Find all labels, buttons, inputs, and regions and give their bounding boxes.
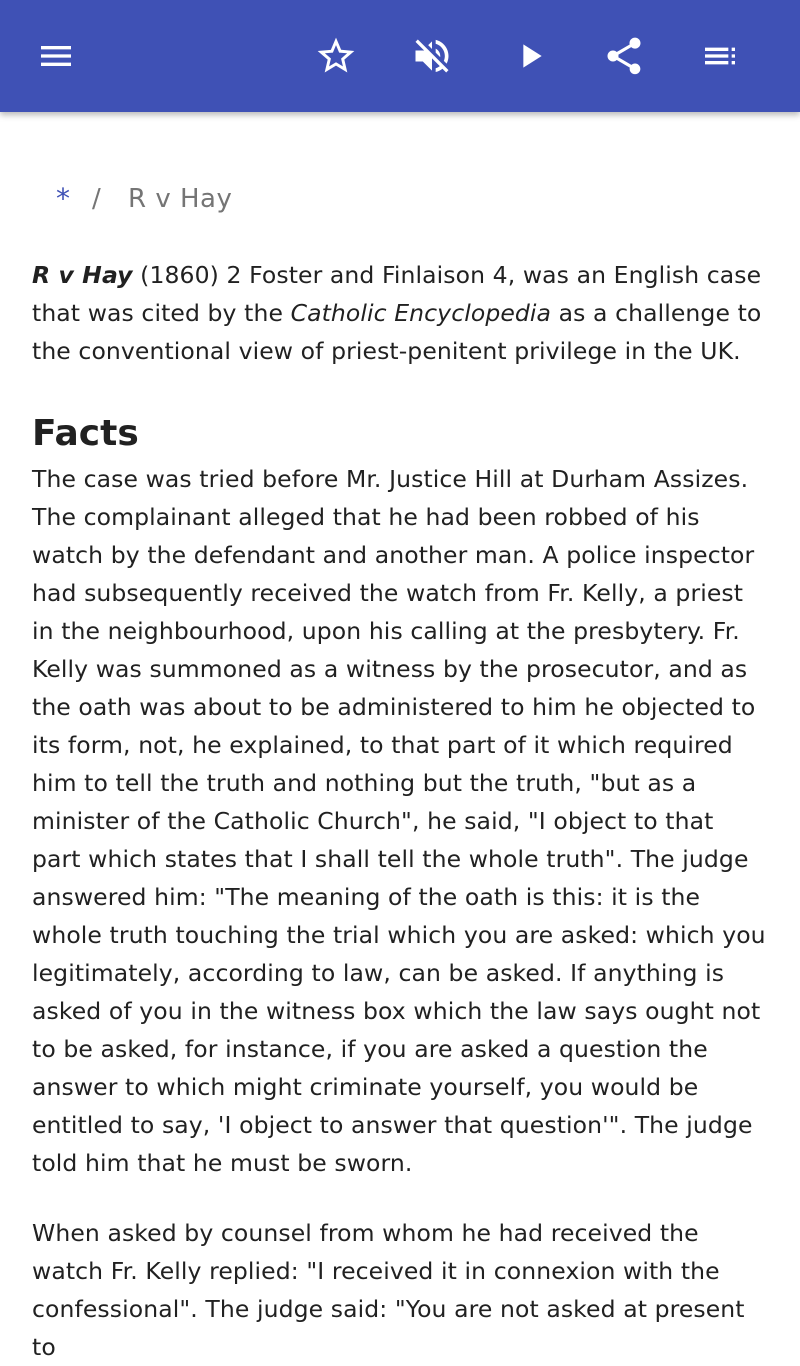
article-content <box>32 112 768 1361</box>
intro-paragraph <box>32 256 768 370</box>
breadcrumb-separator: / <box>92 184 101 214</box>
mute-button[interactable] <box>400 24 464 88</box>
section-heading-facts: Facts <box>32 413 139 454</box>
app-bar <box>0 0 800 112</box>
play-button[interactable] <box>498 24 562 88</box>
facts-paragraph-1: The case was tried before Mr. Justice Hill at Durham Assizes. The complainant alleged that he had been robbed of his watch by the defendant and another man. A police inspector had subsequently received the watch from Fr. Kelly, a priest in the neighbourhood, upon his calling at the presbytery. Fr. Kelly was summoned as a witness by the prosecutor, and as the oath was about to be administered to him he objected to its form, not, he explained, to that part of it which required him to tell the truth and nothing but the truth, "but as a minister of the Catholic Church", he said, "I object to that part which states that I shall tell the whole truth". The judge answered him: "The meaning of the oath is this: it is the whole truth touching the trial which you are asked: which you legitimately, according to law, can be asked. If anything is asked of you in the witness box which the law says ought not to be asked, for instance, if you are asked a question the answer to which might criminate yourself, you would be entitled to say, 'I object to answer that question'". The judge told him that he must be sworn. <box>32 465 766 1177</box>
facts-paragraph-2: When asked by counsel from whom he had received the watch Fr. Kelly replied: "I received it in connexion with the confessional". The judge said: "You are not asked at present to <box>32 1219 745 1361</box>
hamburger-menu-icon <box>36 36 76 76</box>
share-icon <box>602 34 646 78</box>
breadcrumb-current: R v Hay <box>128 184 233 214</box>
contents-button[interactable] <box>688 24 752 88</box>
volume-off-icon <box>410 34 454 78</box>
intro-text-2: as a challenge to the conventional view of priest-penitent privilege in the UK. <box>32 299 762 365</box>
source-title: Catholic Encyclopedia <box>290 299 552 327</box>
star-outline-icon <box>314 34 358 78</box>
favorite-button[interactable] <box>304 24 368 88</box>
share-button[interactable] <box>592 24 656 88</box>
menu-button[interactable] <box>24 24 88 88</box>
breadcrumb <box>32 178 768 218</box>
intro-text-1: (1860) 2 Foster and Finlaison 4, was an English case that was cited by the <box>32 261 762 327</box>
play-icon <box>510 36 550 76</box>
breadcrumb-home-link[interactable]: * <box>56 182 70 215</box>
article-title: R v Hay <box>32 261 133 289</box>
table-of-contents-icon <box>700 36 740 76</box>
